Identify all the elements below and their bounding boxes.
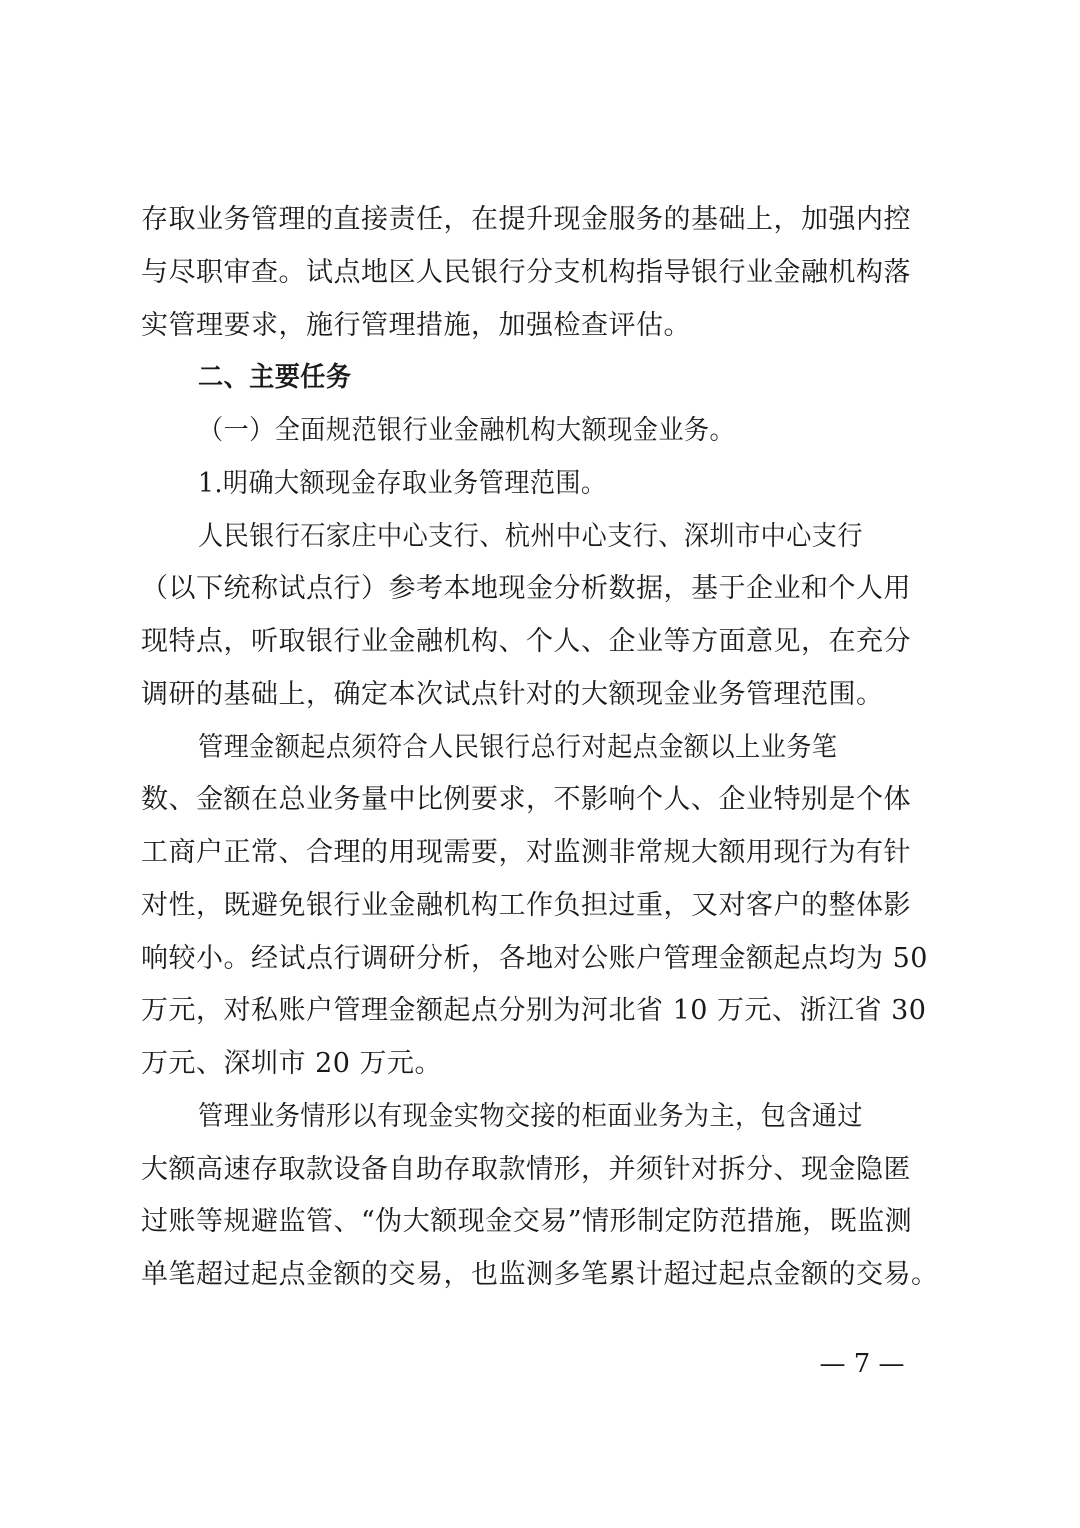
- body-line: 对性，既避免银行业金融机构工作负担过重，又对客户的整体影: [141, 890, 911, 921]
- body-line: 实管理要求，施行管理措施，加强检查评估。: [141, 310, 691, 341]
- body-line: 工商户正常、合理的用现需要，对监测非常规大额用现行为有针: [141, 837, 911, 868]
- body-line: 与尽职审查。试点地区人民银行分支机构指导银行业金融机构落: [141, 257, 911, 288]
- body-line: 管理金额起点须符合人民银行总行对起点金额以上业务笔: [198, 732, 838, 763]
- body-line: 响较小。经试点行调研分析，各地对公账户管理金额起点均为 50: [141, 943, 928, 974]
- body-line: 调研的基础上，确定本次试点针对的大额现金业务管理范围。: [141, 679, 884, 710]
- body-line: 数、金额在总业务量中比例要求，不影响个人、企业特别是个体: [141, 784, 911, 815]
- page-number: — 7 —: [819, 1349, 905, 1379]
- body-line: 单笔超过起点金额的交易，也监测多笔累计超过起点金额的交易。: [141, 1259, 939, 1290]
- body-line: 大额高速存取款设备自助存取款情形，并须针对拆分、现金隐匿: [141, 1154, 911, 1185]
- body-line: 人民银行石家庄中心支行、杭州中心支行、深圳市中心支行: [198, 521, 863, 552]
- body-line: 现特点，听取银行业金融机构、个人、企业等方面意见，在充分: [141, 626, 911, 657]
- subsection-heading: （一）全面规范银行业金融机构大额现金业务。: [198, 415, 736, 446]
- body-line: （以下统称试点行）参考本地现金分析数据，基于企业和个人用: [141, 573, 911, 604]
- body-line: 万元、深圳市 20 万元。: [141, 1048, 443, 1079]
- body-line: 万元，对私账户管理金额起点分别为河北省 10 万元、浙江省 30: [141, 995, 927, 1026]
- body-line: 过账等规避监管、“伪大额现金交易”情形制定防范措施，既监测: [141, 1206, 913, 1237]
- item-heading: 1.明确大额现金存取业务管理范围。: [198, 468, 607, 499]
- section-heading: 二、主要任务: [198, 362, 352, 393]
- body-line: 存取业务管理的直接责任，在提升现金服务的基础上，加强内控: [141, 204, 911, 235]
- body-line: 管理业务情形以有现金实物交接的柜面业务为主，包含通过: [198, 1101, 863, 1132]
